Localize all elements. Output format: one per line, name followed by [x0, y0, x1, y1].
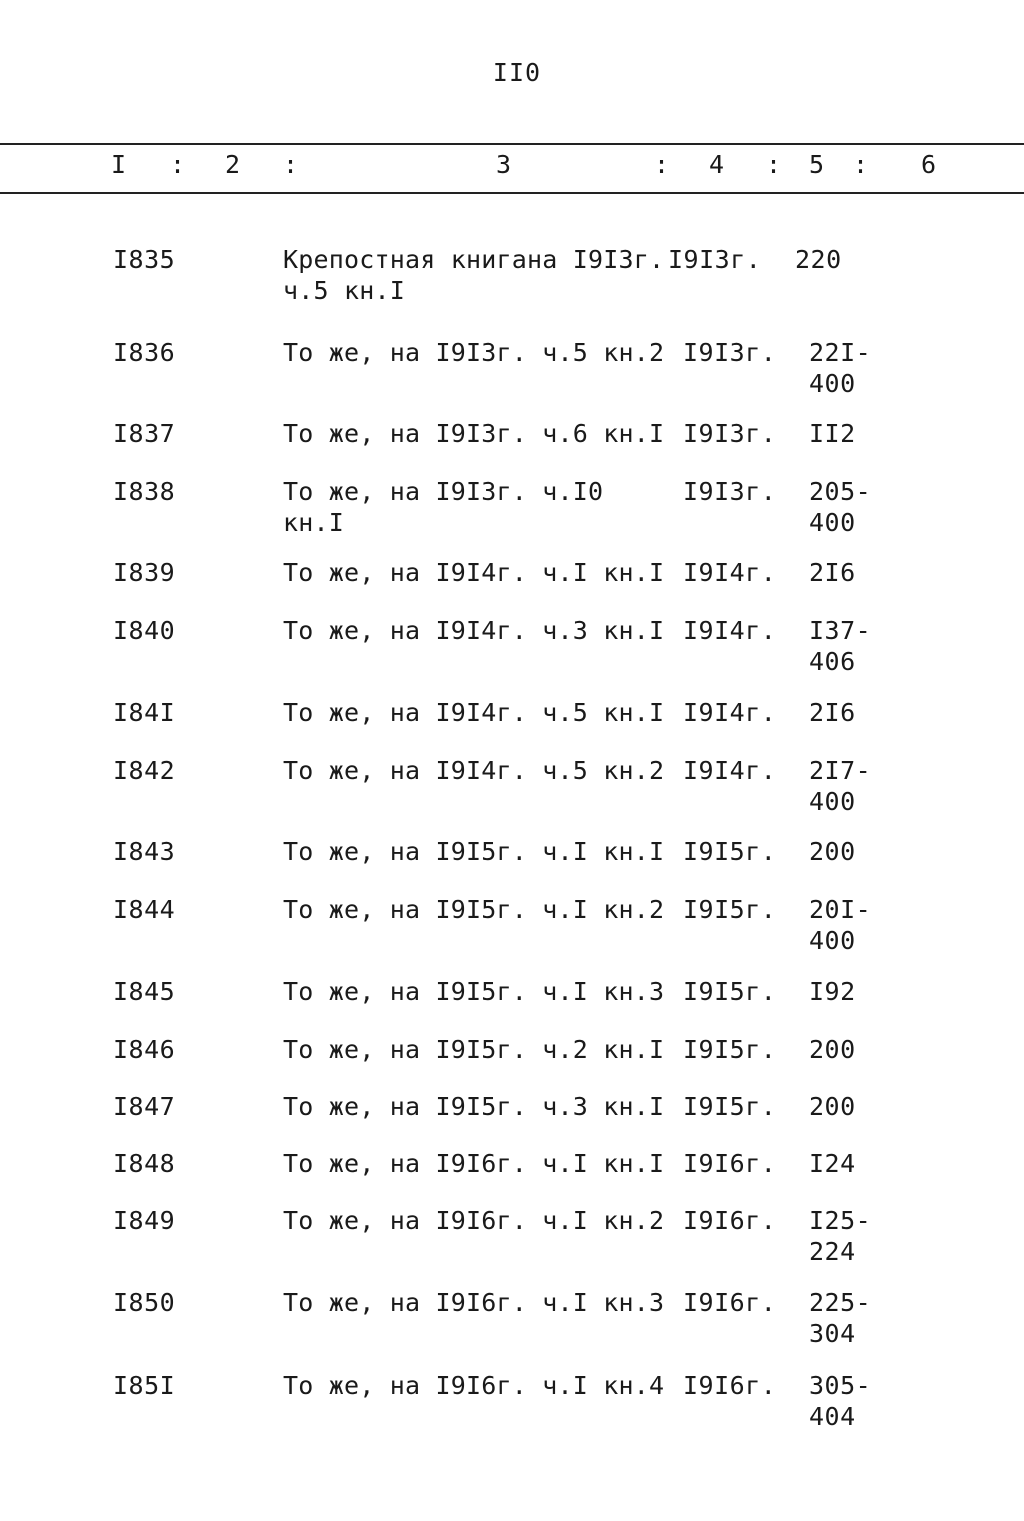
record-title: То же, на I9I4г. ч.5 кн.2	[283, 756, 665, 785]
record-sheets: 200	[809, 837, 856, 866]
column-separator: :	[170, 150, 186, 179]
record-title: То же, на I9I6г. ч.I кн.2	[283, 1206, 665, 1235]
column-number-1: I	[111, 150, 127, 179]
column-number-3: 3	[496, 150, 512, 179]
record-title: То же, на I9I5г. ч.I кн.2	[283, 895, 665, 924]
record-date: I9I6г.	[683, 1288, 777, 1317]
record-number: I842	[113, 756, 176, 785]
record-sheets: 225- 304	[809, 1288, 872, 1348]
record-title: То же, на I9I3г. ч.I0 кн.I	[283, 477, 604, 537]
record-title: То же, на I9I5г. ч.2 кн.I	[283, 1035, 665, 1064]
record-sheets: I92	[809, 977, 856, 1006]
column-number-2: 2	[225, 150, 241, 179]
record-sheets: 205- 400	[809, 477, 872, 537]
record-date: I9I6г.	[683, 1206, 777, 1235]
record-date: I9I6г.	[683, 1371, 777, 1400]
record-sheets: 200	[809, 1035, 856, 1064]
record-sheets: 220	[795, 245, 842, 274]
record-number: I835	[113, 245, 176, 274]
record-date: I9I4г.	[683, 756, 777, 785]
record-title: То же, на I9I6г. ч.I кн.I	[283, 1149, 665, 1178]
record-title: То же, на I9I3г. ч.6 кн.I	[283, 419, 665, 448]
column-number-4: 4	[709, 150, 725, 179]
record-date: I9I4г.	[683, 698, 777, 727]
record-number: I840	[113, 616, 176, 645]
record-sheets: I24	[809, 1149, 856, 1178]
record-date: I9I3г.	[683, 419, 777, 448]
record-title: То же, на I9I3г. ч.5 кн.2	[283, 338, 665, 367]
record-sheets: 305- 404	[809, 1371, 872, 1431]
record-title: То же, на I9I5г. ч.3 кн.I	[283, 1092, 665, 1121]
record-number: I846	[113, 1035, 176, 1064]
record-title: То же, на I9I4г. ч.3 кн.I	[283, 616, 665, 645]
record-number: I847	[113, 1092, 176, 1121]
record-date: I9I5г.	[683, 1035, 777, 1064]
record-number: I845	[113, 977, 176, 1006]
column-separator: :	[766, 150, 782, 179]
record-sheets: 2I7- 400	[809, 756, 872, 816]
record-title: То же, на I9I4г. ч.I кн.I	[283, 558, 665, 587]
record-date: I9I4г.	[683, 616, 777, 645]
column-number-6: 6	[921, 150, 937, 179]
record-number: I839	[113, 558, 176, 587]
record-number: I84I	[113, 698, 176, 727]
record-number: I837	[113, 419, 176, 448]
record-date: I9I5г.	[683, 1092, 777, 1121]
column-separator: :	[853, 150, 869, 179]
record-number: I85I	[113, 1371, 176, 1400]
record-number: I849	[113, 1206, 176, 1235]
record-sheets: 200	[809, 1092, 856, 1121]
record-sheets: 2I6	[809, 558, 856, 587]
record-sheets: I37- 406	[809, 616, 872, 676]
record-title: То же, на I9I5г. ч.I кн.3	[283, 977, 665, 1006]
record-date: I9I5г.	[683, 895, 777, 924]
record-date: I9I4г.	[683, 558, 777, 587]
record-title: Крепостная книгана I9I3г. ч.5 кн.I	[283, 245, 665, 305]
record-sheets: 2I6	[809, 698, 856, 727]
record-date: I9I3г.	[668, 245, 762, 274]
record-sheets: 20I- 400	[809, 895, 872, 955]
record-date: I9I6г.	[683, 1149, 777, 1178]
record-number: I850	[113, 1288, 176, 1317]
record-title: То же, на I9I4г. ч.5 кн.I	[283, 698, 665, 727]
page-number: II0	[492, 58, 542, 87]
record-number: I844	[113, 895, 176, 924]
record-number: I838	[113, 477, 176, 506]
record-title: То же, на I9I6г. ч.I кн.4	[283, 1371, 665, 1400]
column-separator: :	[283, 150, 299, 179]
record-sheets: II2	[809, 419, 856, 448]
record-title: То же, на I9I5г. ч.I кн.I	[283, 837, 665, 866]
column-number-5: 5	[809, 150, 825, 179]
record-date: I9I5г.	[683, 837, 777, 866]
record-sheets: 22I- 400	[809, 338, 872, 398]
record-date: I9I3г.	[683, 477, 777, 506]
record-sheets: I25- 224	[809, 1206, 872, 1266]
record-number: I836	[113, 338, 176, 367]
record-date: I9I3г.	[683, 338, 777, 367]
record-date: I9I5г.	[683, 977, 777, 1006]
column-separator: :	[654, 150, 670, 179]
record-number: I843	[113, 837, 176, 866]
record-title: То же, на I9I6г. ч.I кн.3	[283, 1288, 665, 1317]
record-number: I848	[113, 1149, 176, 1178]
